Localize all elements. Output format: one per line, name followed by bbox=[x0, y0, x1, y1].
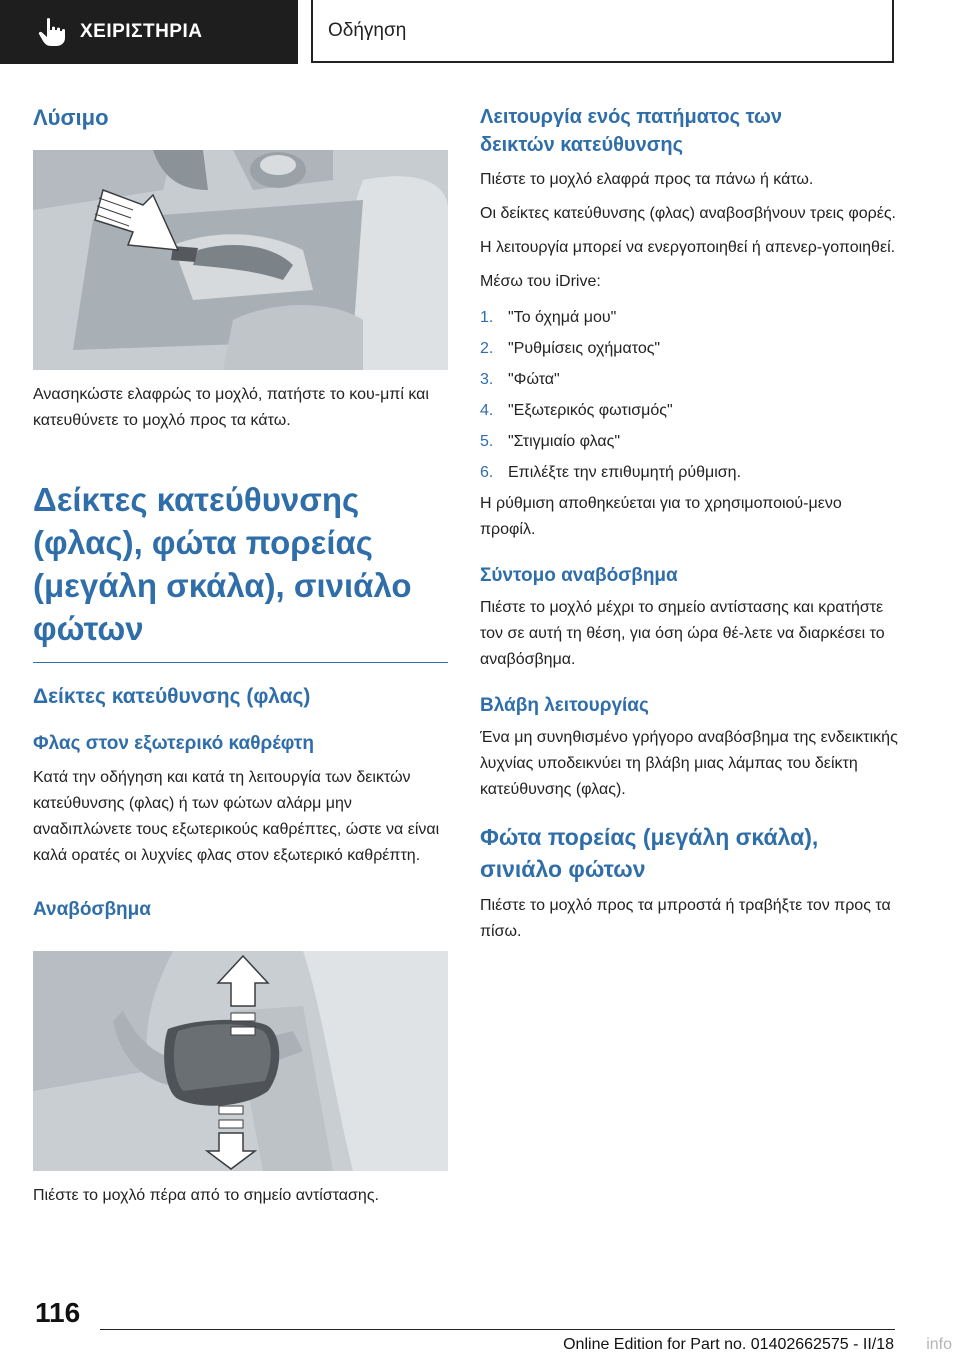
main-heading-line: φώτων bbox=[33, 610, 144, 647]
fault-text: Ένα μη συνηθισμένο γρήγορο αναβόσβημα της ενδεικτικής λυχνίας υποδεικνύει τη βλάβη μιας λάμπας του δείκτη κατεύθυνσης (φλας). bbox=[480, 729, 898, 798]
highbeam-heading-line: Φώτα πορείας (μεγάλη σκάλα), bbox=[480, 824, 819, 850]
main-heading-line: Δείκτες κατεύθυνσης bbox=[33, 481, 360, 518]
profile-note: Η ρύθμιση αποθηκεύεται για το χρησιμοποιού‐μενο προφίλ. bbox=[480, 495, 842, 538]
step-number: 2. bbox=[480, 340, 494, 357]
chapter-tab bbox=[311, 0, 894, 63]
main-heading-line: (φλας), φώτα πορείας bbox=[33, 524, 373, 561]
watermark: info bbox=[926, 1336, 952, 1353]
idrive-intro: Μέσω του iDrive: bbox=[480, 273, 601, 290]
footer-divider bbox=[100, 1329, 895, 1330]
section-tab-label: ΧΕΙΡΙΣΤΗΡΙΑ bbox=[80, 21, 203, 42]
release-caption: Ανασηκώστε ελαφρώς το μοχλό, πατήστε το κου‐μπί και κατευθύνετε το μοχλό προς τα κάτω. bbox=[33, 386, 429, 429]
one-touch-text-1: Πιέστε το μοχλό ελαφρά προς τα πάνω ή κάτω. bbox=[480, 171, 814, 188]
step-number: 4. bbox=[480, 402, 494, 419]
flashing-heading: Αναβόσβημα bbox=[33, 899, 151, 920]
step-item bbox=[480, 460, 900, 486]
fault-heading: Βλάβη λειτουργίας bbox=[480, 695, 649, 716]
step-number: 6. bbox=[480, 464, 494, 481]
step-item bbox=[480, 305, 900, 331]
step-number: 3. bbox=[480, 371, 494, 388]
step-text: "Το όχημά μου" bbox=[508, 309, 617, 326]
brief-flash-text: Πιέστε το μοχλό μέχρι το σημείο αντίστασης και κρατήστε τον σε αυτή τη θέση, για όση ώρα θέ‐λετε να διαρκέσει το αναβόσβημα. bbox=[480, 599, 885, 668]
edition-text: Online Edition for Part no. 01402662575 - II/18 bbox=[563, 1336, 894, 1353]
one-touch-heading bbox=[480, 103, 900, 159]
right-column bbox=[480, 100, 900, 945]
brief-flash-heading: Σύντομο αναβόσβημα bbox=[480, 565, 678, 586]
release-heading: Λύσιμο bbox=[33, 105, 109, 130]
hand-pointer-icon bbox=[38, 17, 66, 47]
chapter-tab-label: Οδήγηση bbox=[328, 19, 407, 41]
stalk-illustration bbox=[33, 951, 448, 1171]
idrive-steps bbox=[480, 305, 900, 486]
step-text: "Στιγμιαίο φλας" bbox=[508, 433, 621, 450]
step-item bbox=[480, 367, 900, 393]
one-touch-heading-line: δεικτών κατεύθυνσης bbox=[480, 134, 683, 156]
step-number: 5. bbox=[480, 433, 494, 450]
main-heading bbox=[33, 478, 448, 650]
step-item bbox=[480, 429, 900, 455]
flashing-caption: Πιέστε το μοχλό πέρα από το σημείο αντίστασης. bbox=[33, 1187, 379, 1204]
handbrake-figure bbox=[33, 150, 448, 370]
highbeam-heading-line: σινιάλο φώτων bbox=[480, 856, 646, 882]
stalk-figure bbox=[33, 951, 448, 1171]
highbeam-text: Πιέστε το μοχλό προς τα μπροστά ή τραβήξτε τον προς τα πίσω. bbox=[480, 897, 891, 940]
step-text: "Εξωτερικός φωτισμός" bbox=[508, 402, 673, 419]
step-number: 1. bbox=[480, 309, 494, 326]
step-text: "Ρυθμίσεις οχήματος" bbox=[508, 340, 661, 357]
step-text: Επιλέξτε την επιθυμητή ρύθμιση. bbox=[508, 464, 742, 481]
one-touch-text-3: Η λειτουργία μπορεί να ενεργοποιηθεί ή απενερ‐γοποιηθεί. bbox=[480, 239, 896, 256]
main-heading-line: (μεγάλη σκάλα), σινιάλο bbox=[33, 567, 412, 604]
step-item bbox=[480, 336, 900, 362]
highbeam-heading bbox=[480, 821, 900, 885]
indicators-heading: Δείκτες κατεύθυνσης (φλας) bbox=[33, 685, 311, 708]
step-item bbox=[480, 398, 900, 424]
one-touch-text-2: Οι δείκτες κατεύθυνσης (φλας) αναβοσβήνουν τρεις φορές. bbox=[480, 205, 896, 222]
section-divider bbox=[33, 662, 448, 663]
mirror-text: Κατά την οδήγηση και κατά τη λειτουργία των δεικτών κατεύθυνσης (φλας) ή των φώτων αλάρμ μην αναδιπλώνετε τους εξωτερικούς καθρέπτες, ώστε να είναι καλά ορατές οι λυχνίες φλας στον εξωτερικό καθρέπτη. bbox=[33, 769, 440, 864]
page-number: 116 bbox=[35, 1297, 81, 1328]
section-tab bbox=[0, 0, 298, 64]
one-touch-heading-line: Λειτουργία ενός πατήματος των bbox=[480, 106, 782, 128]
step-text: "Φώτα" bbox=[508, 371, 560, 388]
mirror-heading: Φλας στον εξωτερικό καθρέφτη bbox=[33, 733, 314, 754]
handbrake-illustration bbox=[33, 150, 448, 370]
left-column bbox=[33, 100, 448, 1209]
